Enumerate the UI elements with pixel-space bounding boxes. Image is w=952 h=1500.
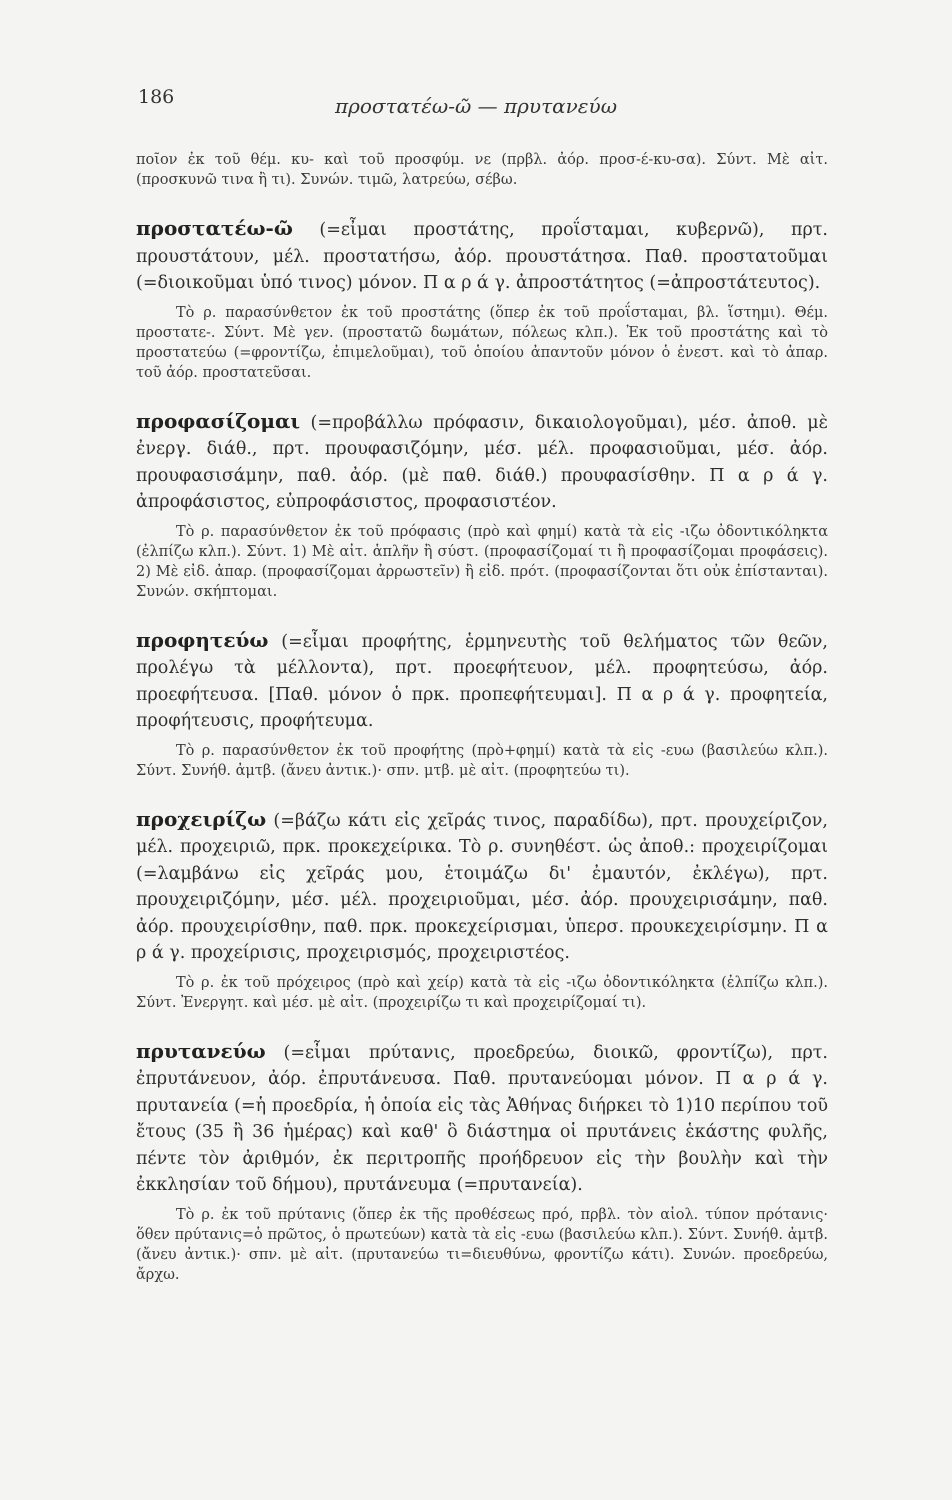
- dictionary-entry: [136, 408, 828, 602]
- entry-definition: [136, 627, 828, 735]
- dictionary-entry: [136, 215, 828, 383]
- dictionary-entry: [136, 806, 828, 1013]
- definition-text: (=εἶμαι προστάτης, προΐσταμαι, κυβερνῶ), πρτ. προυστάτουν, μέλ. προστατήσω, ἀόρ. προυστάτησα. Παθ. προστατοῦμαι (=διοικοῦμαι ὑπό τινος) μόνον. Π α ρ ά γ. ἀπροστάτητος (=ἀπροστάτευτος).: [136, 220, 828, 293]
- entry-definition: [136, 806, 828, 967]
- dictionary-entry: [136, 1038, 828, 1285]
- etymology-paragraph: Τὸ ρ. παρασύνθετον ἐκ τοῦ πρόφασις (πρὸ καὶ φημί) κατὰ τὰ εἰς -ιζω ὀδοντικόληκτα (ἐλπίζω κλπ.). Σύντ. 1) Μὲ αἰτ. ἁπλῆν ἢ σύστ. (προφασίζομαί τι ἢ προφασίζομαι προφάσεις). 2) Μὲ εἰδ. ἀπαρ. (προφασίζομαι ἀρρωστεῖν) ἢ εἰδ. πρότ. (προφασίζονται ὅτι οὐκ ἐπίστανται). Συνών. σκήπτομαι.: [136, 523, 828, 600]
- text-column: [136, 150, 828, 1285]
- definition-text: (=βάζω κάτι εἰς χεῖράς τινος, παραδίδω), πρτ. προυχείριζον, μέλ. προχειριῶ, πρκ. προκεχείρικα. Τὸ ρ. συνηθέστ. ὡς ἀποθ.: προχειρίζομαι (=λαμβάνω εἰς χεῖράς μου, ἑτοιμάζω δι' ἐμαυτόν, ἐκλέγω), πρτ. προυχειριζόμην, μέσ. μέλ. προχειριοῦμαι, μέσ. ἀόρ. προυχειρισάμην, παθ. ἀόρ. προυχειρίσθην, παθ. πρκ. προκεχείρισμαι, ὑπερσ. προυκεχειρίσμην. Π α ρ ά γ. προχείρισις, προχειρισμός, προχειριστέος.: [136, 810, 828, 963]
- etymology-paragraph: Τὸ ρ. παρασύνθετον ἐκ τοῦ προφήτης (πρὸ+φημί) κατὰ τὰ εἰς -ευω (βασιλεύω κλπ.). Σύντ. Συνήθ. ἀμτβ. (ἄνευ ἀντικ.)· σπν. μτβ. μὲ αἰτ. (προφητεύω τι).: [136, 742, 828, 779]
- headword: προστατέω-ῶ: [136, 216, 293, 240]
- entry-definition: [136, 408, 828, 516]
- etymology-paragraph: Τὸ ρ. παρασύνθετον ἐκ τοῦ προστάτης (ὅπερ ἐκ τοῦ προΐσταμαι, βλ. ἵστημι). Θέμ. προστατε-. Σύντ. Μὲ γεν. (προστατῶ δωμάτων, πόλεως κλπ.). Ἐκ τοῦ προστάτης καὶ τὸ προστατεύω (=φροντίζω, ἐπιμελοῦμαι), τοῦ ὁποίου ἀπαντοῦν μόνον ὁ ἐνεστ. καὶ τὸ ἀπαρ. τοῦ ἀόρ. προστατεῦσαι.: [136, 304, 828, 381]
- etymology-paragraph: Τὸ ρ. ἐκ τοῦ πρύτανις (ὅπερ ἐκ τῆς προθέσεως πρό, πρβλ. τὸν αἰολ. τύπον πρότανις· ὅθεν πρύτανις=ὁ πρῶτος, ὁ πρωτεύων) κατὰ τὰ εἰς -ευω (βασιλεύω κλπ.). Σύντ. Συνήθ. ἀμτβ. (ἄνευ ἀντικ.)· σπν. μὲ αἰτ. (πρυτανεύω τι=διευθύνω, φροντίζω κάτι). Συνών. προεδρεύω, ἄρχω.: [136, 1206, 828, 1283]
- etymology-paragraph: Τὸ ρ. ἐκ τοῦ πρόχειρος (πρὸ καὶ χείρ) κατὰ τὰ εἰς -ιζω ὀδοντικόληκτα (ἐλπίζω κλπ.). Σύντ. Ἐνεργητ. καὶ μέσ. μὲ αἰτ. (προχειρίζω τι καὶ προχειρίζομαί τι).: [136, 974, 828, 1011]
- definition-text: (=προβάλλω πρόφασιν, δικαιολογοῦμαι), μέσ. ἀποθ. μὲ ἐνεργ. διάθ., πρτ. προυφασιζόμην, μέσ. μέλ. προφασιοῦμαι, μέσ. ἀόρ. προυφασισάμην, παθ. ἀόρ. (μὲ παθ. διάθ.) προυφασίσθην. Π α ρ ά γ. ἀπροφάσιστος, εὐπροφάσιστος, προφασιστέον.: [136, 412, 828, 512]
- entry-definition: [136, 215, 828, 297]
- headword: προφασίζομαι: [136, 408, 301, 433]
- dictionary-entry: [136, 627, 828, 781]
- page-number: 186: [138, 86, 175, 108]
- definition-text: (=εἶμαι πρύτανις, προεδρεύω, διοικῶ, φροντίζω), πρτ. ἐπρυτάνευον, ἀόρ. ἐπρυτάνευσα. Παθ. πρυτανεύομαι μόνον. Π α ρ ά γ. πρυτανεία (=ἡ προεδρία, ἡ ὁποία εἰς τὰς Ἀθήνας διήρκει τὸ 1)10 περίπου τοῦ ἔτους (35 ἢ 36 ἡμέρας) καὶ καθ' ὃ διάστημα οἱ πρυτάνεις ἑκάστης φυλῆς, πέντε τὸν ἀριθμόν, ἐκ περιτροπῆς προήδρευον εἰς τὴν βουλὴν καὶ τὴν ἐκκλησίαν τοῦ δήμου), πρυτάνευμα (=πρυτανεία).: [136, 1042, 828, 1195]
- continuation-paragraph: ποῖον ἐκ τοῦ θέμ. κυ- καὶ τοῦ προσφύμ. νε (πρβλ. ἀόρ. προσ-έ-κυ-σα). Σύντ. Μὲ αἰτ. (προσκυνῶ τινα ἢ τι). Συνών. τιμῶ, λατρεύω, σέβω.: [136, 152, 828, 188]
- headword: προφητεύω: [136, 627, 269, 652]
- entry-definition: [136, 1038, 828, 1199]
- definition-text: (=εἶμαι προφήτης, ἑρμηνευτὴς τοῦ θελήματος τῶν θεῶν, προλέγω τὰ μέλλοντα), πρτ. προεφήτευον, μέλ. προφητεύσω, ἀόρ. προεφήτευσα. [Παθ. μόνον ὁ πρκ. προπεφήτευμαι]. Π α ρ ά γ. προφητεία, προφήτευσις, προφήτευμα.: [136, 631, 828, 731]
- headword: προχειρίζω: [136, 806, 267, 831]
- running-head: προστατέω-ῶ — πρυτανεύω: [334, 94, 618, 118]
- headword: πρυτανεύω: [136, 1038, 266, 1063]
